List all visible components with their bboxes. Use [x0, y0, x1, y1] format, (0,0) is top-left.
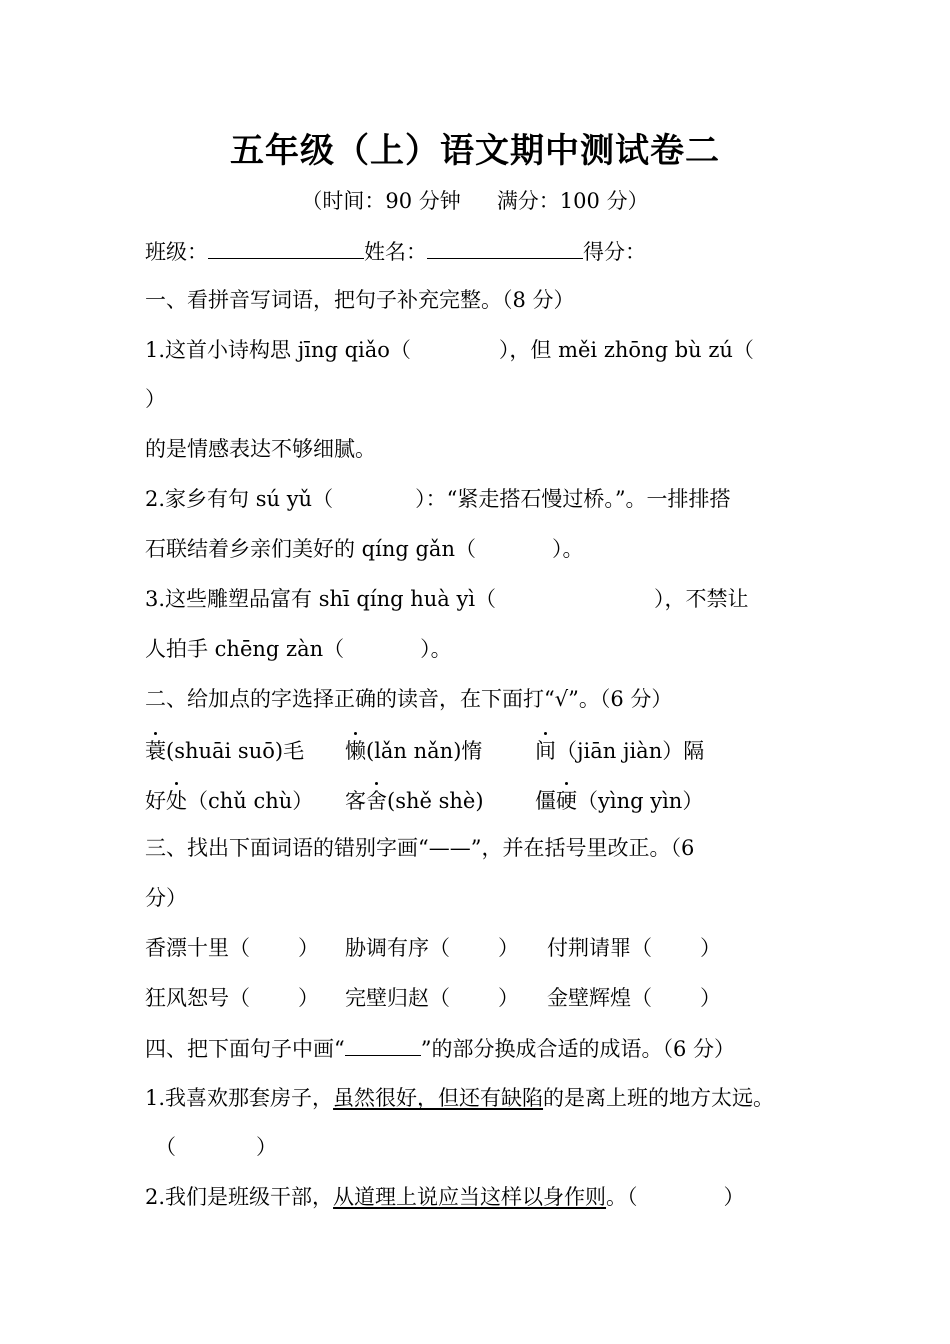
- dotted-char: 硬: [556, 786, 577, 816]
- page-title: 五年级（上）语文期中测试卷二: [230, 131, 720, 171]
- s1-q1-line3: 的是情感表达不够细腻。: [145, 437, 376, 461]
- s4-q1-line1: [145, 1083, 774, 1113]
- close-paren: ）: [700, 936, 721, 960]
- s1-q1-text-a: 1.这首小诗构思 jīng qiǎo（: [145, 338, 411, 362]
- close-paren: ）: [700, 986, 721, 1010]
- word-rest: 好: [145, 789, 166, 813]
- reading-options: (lǎn nǎn): [366, 739, 462, 763]
- s4-q1-text-a: 1.我喜欢那套房子，: [145, 1086, 334, 1110]
- s3-item-6[interactable]: [547, 983, 721, 1013]
- section3-heading: 三、找出下面词语的错别字画“——”，并在括号里改正。（6: [145, 836, 695, 860]
- word-text: 金壁辉煌（: [547, 986, 652, 1010]
- s1-q3-text-d: ）。: [420, 637, 452, 661]
- s1-q1-answer2-close[interactable]: ）: [145, 387, 166, 411]
- s3-item-3[interactable]: [547, 933, 721, 963]
- s2-item-1[interactable]: [145, 736, 304, 766]
- s2-item-4[interactable]: [145, 786, 313, 816]
- s3-item-5[interactable]: [345, 983, 519, 1013]
- dotted-char: 舍: [366, 786, 387, 816]
- s4-q2-underlined: 从道理上说应当这样以身作则: [333, 1185, 607, 1209]
- close-paren: ）: [498, 936, 519, 960]
- score-label: 得分：: [583, 240, 646, 264]
- s4-q1-answer[interactable]: [155, 1132, 277, 1162]
- section4-heading: [145, 1033, 735, 1064]
- s1-q3-text-a: 3.这些雕塑品富有 shī qíng huà yì（: [145, 587, 497, 611]
- reading-options: (shě shè): [387, 789, 484, 813]
- name-blank[interactable]: [427, 236, 583, 259]
- s4-q2-line: [145, 1182, 745, 1212]
- s4-q1-underlined: 虽然很好，但还有缺陷: [333, 1086, 544, 1110]
- exam-info: [0, 186, 950, 216]
- s1-q2-line1: [145, 484, 731, 514]
- section3-heading-cont: 分）: [145, 886, 187, 910]
- word-text: 完壁归赵（: [345, 986, 450, 1010]
- reading-options: (shuāi suō): [166, 739, 284, 763]
- reading-options: （jiān jiàn）: [556, 739, 684, 763]
- s4-q1-text-b: 的是离上班的地方太远。: [543, 1086, 775, 1110]
- class-label: 班级：: [145, 240, 208, 264]
- open-paren: （: [155, 1135, 176, 1159]
- s3-item-2[interactable]: [345, 933, 519, 963]
- dotted-char: 蓑: [145, 736, 166, 766]
- close-paren: ）: [298, 936, 319, 960]
- s1-q2-line2: [145, 534, 583, 564]
- s4-q2-text-a: 2.我们是班级干部，: [145, 1185, 334, 1209]
- word-text: 狂风恕号（: [145, 986, 250, 1010]
- s1-q1-text-b: ），但 měi zhōng bù zú（: [498, 338, 754, 362]
- s4-q2-text-b: 。（: [606, 1185, 638, 1209]
- close-paren: ）: [498, 986, 519, 1010]
- s1-q1-line1: [145, 335, 754, 365]
- s4-heading-b: ”的部分换成合适的成语。（6 分）: [420, 1037, 736, 1061]
- word-rest: 隔: [683, 739, 705, 763]
- s1-q2-text-b: ）：“紧走搭石慢过桥。”。一排排搭: [415, 487, 731, 511]
- section1-heading: 一、看拼音写词语，把句子补充完整。（8 分）: [145, 288, 575, 312]
- close-paren: ）: [723, 1185, 745, 1209]
- time-info: （时间：90 分钟: [301, 189, 461, 213]
- s3-item-1[interactable]: [145, 933, 319, 963]
- s2-item-5[interactable]: [345, 786, 484, 816]
- s2-item-6[interactable]: [535, 786, 703, 816]
- close-paren: ）: [256, 1135, 277, 1159]
- dotted-char: 间: [535, 736, 556, 766]
- student-info-row: [145, 236, 646, 267]
- section2-heading: 二、给加点的字选择正确的读音，在下面打“√”。（6 分）: [145, 687, 673, 711]
- underline-sample: [345, 1033, 421, 1056]
- dotted-char: 处: [166, 786, 187, 816]
- s1-q2-text-d: ）。: [551, 537, 584, 561]
- s1-q3-text-c: 人拍手 chēng zàn（: [145, 637, 345, 661]
- word-rest: 客: [345, 789, 366, 813]
- s2-item-2[interactable]: [345, 736, 482, 766]
- word-rest: 僵: [535, 789, 556, 813]
- s1-q3-line2: [145, 634, 452, 664]
- word-text: 香漂十里（: [145, 936, 250, 960]
- reading-options: （yìng yìn）: [577, 789, 704, 813]
- score-info: 满分：100 分）: [496, 189, 649, 213]
- word-text: 付荆请罪（: [547, 936, 652, 960]
- class-blank[interactable]: [208, 236, 364, 259]
- reading-options: （chǔ chù）: [187, 789, 314, 813]
- s2-item-3[interactable]: [535, 736, 704, 766]
- s1-q2-text-c: 石联结着乡亲们美好的 qíng gǎn（: [145, 537, 476, 561]
- word-rest: 毛: [283, 739, 305, 763]
- s1-q2-text-a: 2.家乡有句 sú yǔ（: [145, 487, 334, 511]
- close-paren: ）: [298, 986, 319, 1010]
- s1-q3-text-b: ），不禁让: [654, 587, 749, 611]
- s4-heading-a: 四、把下面句子中画“: [145, 1037, 345, 1061]
- s1-q3-line1: [145, 584, 749, 614]
- dotted-char: 懒: [345, 736, 366, 766]
- name-label: 姓名：: [364, 240, 427, 264]
- s3-item-4[interactable]: [145, 983, 319, 1013]
- word-rest: 惰: [461, 739, 483, 763]
- word-text: 胁调有序（: [345, 936, 450, 960]
